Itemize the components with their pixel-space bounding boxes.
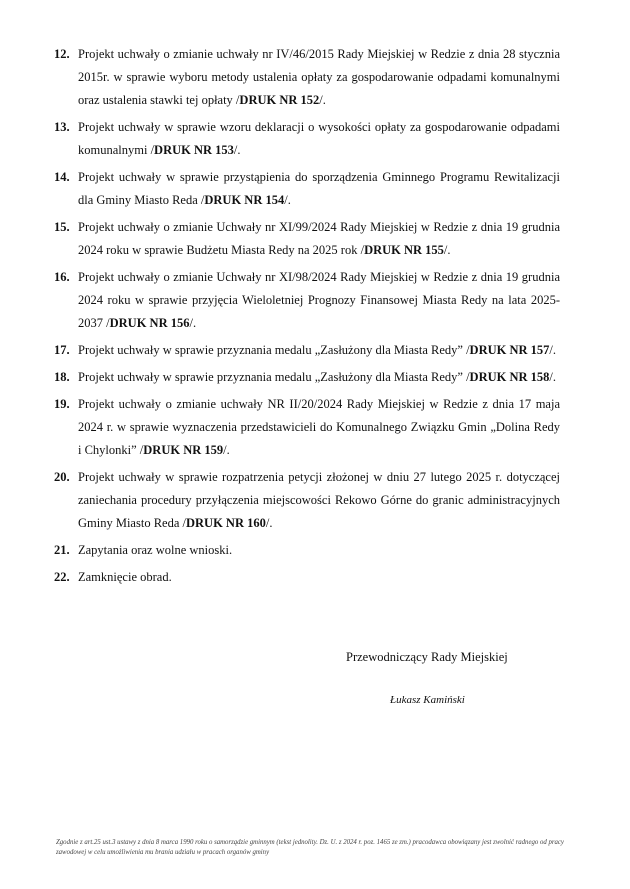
druk-reference: DRUK NR 157: [469, 343, 550, 357]
agenda-item-text: Projekt uchwały w sprawie wzoru deklaracji o wysokości opłaty za gospodarowanie odpadami komunalnymi /DRUK NR 153/.: [78, 120, 560, 157]
agenda-item-text: Projekt uchwały w sprawie rozpatrzenia petycji złożonej w dniu 27 lutego 2025 r. dotyczącej zaniechania procedury przyłączenia miejscowości Rekowo Górne do granic administracyjnych Gminy Miasto Reda /DRUK NR 160/.: [78, 470, 560, 530]
agenda-item-number: 18.: [54, 370, 70, 384]
agenda-item-number: 22.: [54, 570, 70, 584]
agenda-item-number: 20.: [54, 470, 70, 484]
druk-reference: DRUK NR 155: [364, 243, 444, 257]
druk-reference: DRUK NR 158: [469, 370, 550, 384]
druk-reference: DRUK NR 153: [154, 143, 234, 157]
agenda-item-number: 13.: [54, 120, 70, 134]
agenda-item-12: [54, 43, 560, 112]
signature-name: Łukasz Kamiński: [390, 694, 465, 706]
agenda-item-text: Projekt uchwały o zmianie Uchwały nr XI/98/2024 Rady Miejskiej w Redzie z dnia 19 grudnia 2024 roku w sprawie przyjęcia Wieloletniej Prognozy Finansowej Miasta Redy na lata 2025-2037 /DRUK NR 156/.: [78, 270, 560, 330]
agenda-list: [54, 43, 560, 593]
legal-footnote: Zgodnie z art.25 ust.3 ustawy z dnia 8 marca 1990 roku o samorządzie gminnym (tekst jednolity. Dz. U. z 2024 r. poz. 1465 ze zm.) pracodawca obowiązany jest zwolnić radnego od pracy zawodowej w celu umożliwienia mu brania udziału w pracach organów gminy: [56, 839, 564, 856]
druk-reference: DRUK NR 160: [185, 516, 266, 530]
druk-reference: DRUK NR 159: [143, 443, 224, 457]
agenda-item-number: 19.: [54, 397, 70, 411]
druk-reference: DRUK NR 156: [109, 316, 190, 330]
agenda-item-number: 12.: [54, 47, 70, 61]
agenda-item-text: Projekt uchwały w sprawie przyznania medalu „Zasłużony dla Miasta Redy” /DRUK NR 158/.: [78, 370, 557, 384]
agenda-item-number: 16.: [54, 270, 70, 284]
agenda-item-number: 15.: [54, 220, 70, 234]
signature-title: Przewodniczący Rady Miejskiej: [346, 650, 508, 664]
agenda-item-19: [54, 393, 560, 462]
druk-reference: DRUK NR 152: [239, 93, 320, 107]
agenda-item-text: Zamknięcie obrad.: [78, 570, 172, 584]
agenda-item-number: 17.: [54, 343, 70, 357]
agenda-item-text: Projekt uchwały w sprawie przyznania medalu „Zasłużony dla Miasta Redy” /DRUK NR 157/.: [78, 343, 557, 357]
agenda-item-21: [54, 539, 560, 562]
agenda-item-20: [54, 466, 560, 535]
agenda-item-text: Projekt uchwały w sprawie przystąpienia do sporządzenia Gminnego Programu Rewitalizacji dla Gminy Miasto Reda /DRUK NR 154/.: [78, 170, 560, 207]
agenda-item-14: [54, 166, 560, 212]
druk-reference: DRUK NR 154: [204, 193, 285, 207]
agenda-item-17: [54, 339, 560, 362]
agenda-item-text: Projekt uchwały o zmianie Uchwały nr XI/99/2024 Rady Miejskiej w Redzie z dnia 19 grudnia 2024 roku w sprawie Budżetu Miasta Redy na 2025 rok /DRUK NR 155/.: [78, 220, 560, 257]
agenda-item-number: 14.: [54, 170, 70, 184]
agenda-item-text: Projekt uchwały o zmianie uchwały nr IV/46/2015 Rady Miejskiej w Redzie z dnia 28 stycznia 2015r. w sprawie wyboru metody ustalenia opłaty za gospodarowanie odpadami komunalnymi oraz ustalenia stawki tej opłaty /DRUK NR 152/.: [78, 47, 560, 107]
agenda-item-text: Zapytania oraz wolne wnioski.: [78, 543, 233, 557]
agenda-item-22: [54, 566, 560, 589]
agenda-item-13: [54, 116, 560, 162]
agenda-item-15: [54, 216, 560, 262]
agenda-item-number: 21.: [54, 543, 70, 557]
agenda-item-16: [54, 266, 560, 335]
agenda-item-18: [54, 366, 560, 389]
agenda-item-text: Projekt uchwały o zmianie uchwały NR II/20/2024 Rady Miejskiej w Redzie z dnia 17 maja 2024 r. w sprawie wyznaczenia przedstawicieli do Komunalnego Związku Gmin „Dolina Redy i Chylonki” /DRUK NR 159/.: [78, 397, 560, 457]
